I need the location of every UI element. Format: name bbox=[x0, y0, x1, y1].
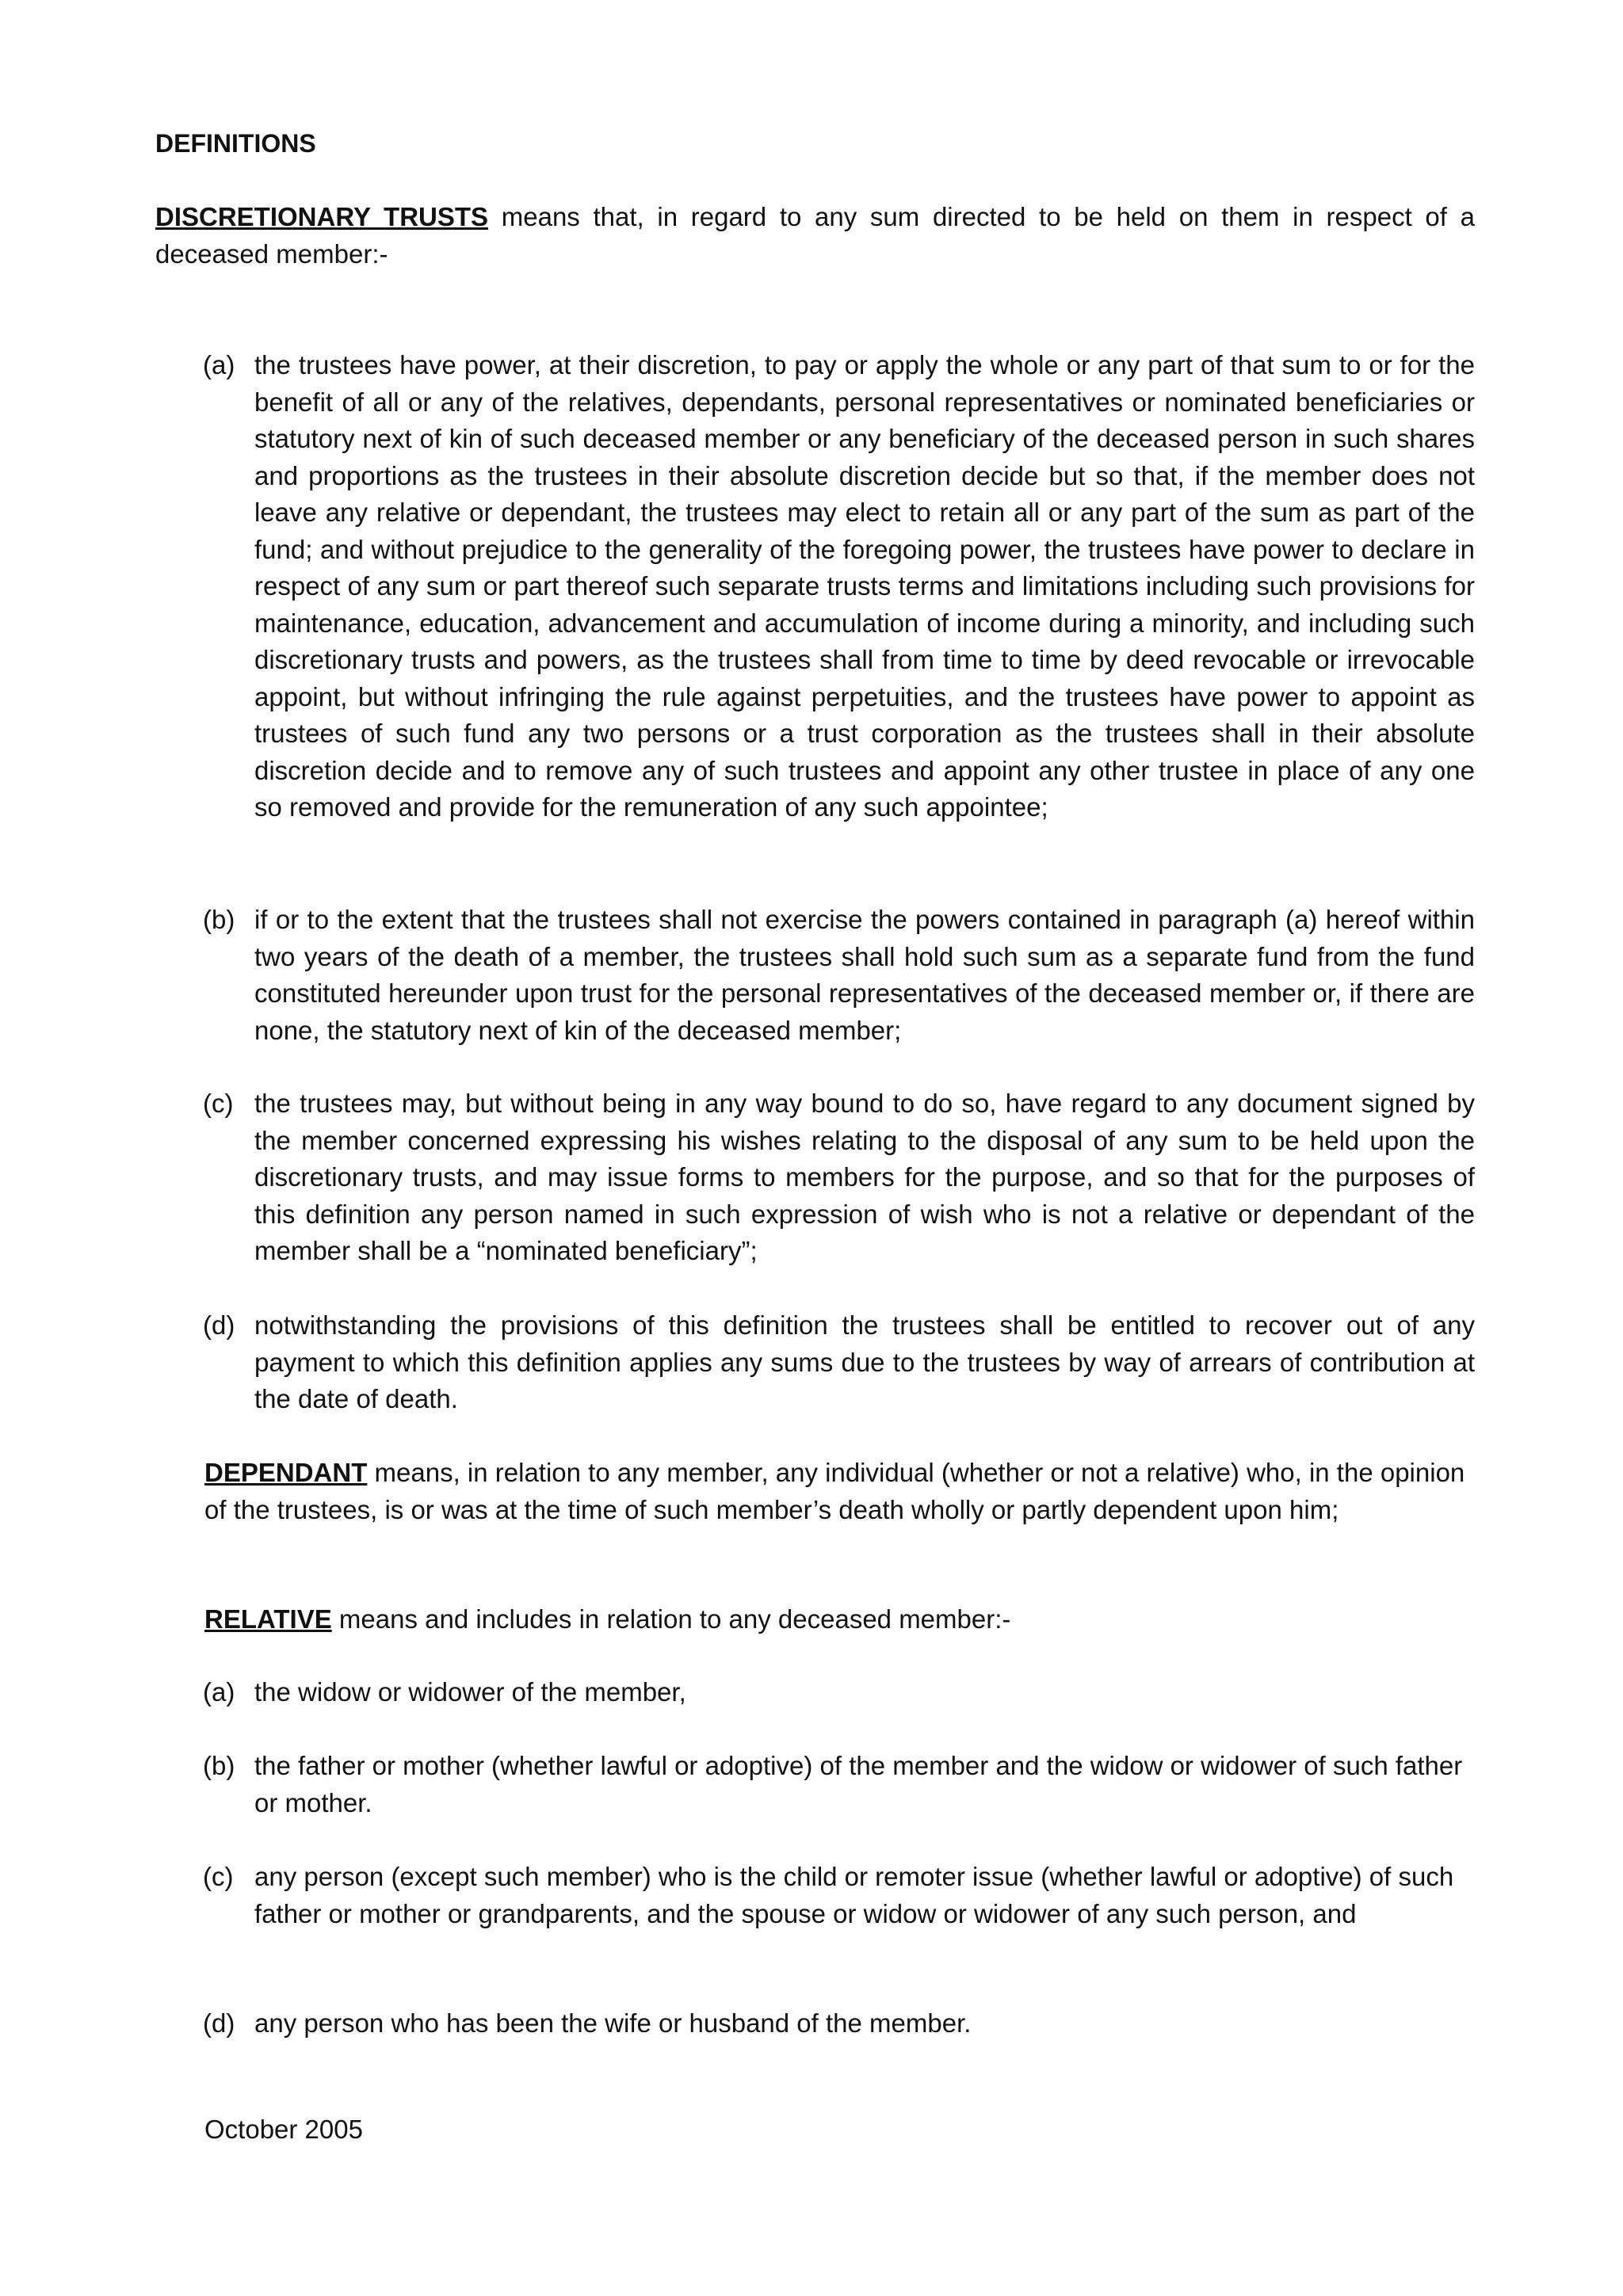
dependant-text: means, in relation to any member, any individual (whether or not a relative) who, in the opinion of the trustees, is or was at the time of such member’s death wholly or partly dependent upon him; bbox=[204, 1458, 1465, 1524]
discretionary-item-a bbox=[203, 347, 1475, 826]
item-marker: (d) bbox=[203, 1310, 235, 1340]
document-date: October 2005 bbox=[204, 2115, 363, 2144]
item-marker: (b) bbox=[203, 1751, 235, 1780]
item-marker: (d) bbox=[203, 2008, 235, 2038]
relative-item-b bbox=[203, 1748, 1475, 1821]
discretionary-item-b bbox=[203, 902, 1475, 1049]
discretionary-trusts-intro bbox=[155, 199, 1475, 273]
relative-item-d bbox=[203, 2005, 1475, 2042]
item-text: the trustees may, but without being in any way bound to do so, have regard to any document signed by the member concerned expressing his wishes relating to the disposal of any sum to be held upon the discretionary trusts, and may issue forms to members for the purpose, and so that for the purposes of this definition any person named in such expression of wish who is not a relative or dependant of the member shall be a “nominated beneficiary”; bbox=[254, 1089, 1475, 1265]
discretionary-trusts-intro-text: means that, in regard to any sum directed to be held on them in respect of a deceased member:- bbox=[155, 202, 1475, 269]
discretionary-item-d bbox=[203, 1307, 1475, 1418]
relative-item-a bbox=[203, 1674, 1475, 1711]
item-text: notwithstanding the provisions of this definition the trustees shall be entitled to recover out of any payment to which this definition applies any sums due to the trustees by way of arrears of contribution at the date of death. bbox=[254, 1310, 1475, 1413]
page-title: DEFINITIONS bbox=[155, 129, 316, 158]
discretionary-item-c bbox=[203, 1085, 1475, 1270]
item-marker: (a) bbox=[203, 1677, 235, 1707]
relative-term: RELATIVE bbox=[204, 1604, 332, 1634]
relative-item-c bbox=[203, 1859, 1475, 1932]
dependant-definition bbox=[204, 1455, 1480, 1528]
item-text: if or to the extent that the trustees shall not exercise the powers contained in paragraph (a) hereof within two years of the death of a member, the trustees shall hold such sum as a separate fund from the fund constituted hereunder upon trust for the personal representatives of the deceased member or, if there are none, the statutory next of kin of the deceased member; bbox=[254, 905, 1475, 1045]
relative-intro-text: means and includes in relation to any deceased member:- bbox=[331, 1604, 1011, 1634]
item-text: the widow or widower of the member, bbox=[254, 1677, 686, 1707]
item-marker: (c) bbox=[203, 1089, 234, 1118]
item-text: any person who has been the wife or husband of the member. bbox=[254, 2008, 972, 2038]
item-marker: (c) bbox=[203, 1862, 234, 1891]
item-text: any person (except such member) who is the child or remoter issue (whether lawful or adoptive) of such father or mother or grandparents, and the spouse or widow or widower of any such person, and bbox=[254, 1862, 1454, 1928]
item-marker: (a) bbox=[203, 350, 235, 379]
item-text: the father or mother (whether lawful or adoptive) of the member and the widow or widower of such father or mother. bbox=[254, 1751, 1463, 1817]
relative-intro bbox=[204, 1601, 1480, 1638]
discretionary-trusts-term: DISCRETIONARY TRUSTS bbox=[155, 202, 489, 231]
item-text: the trustees have power, at their discretion, to pay or apply the whole or any part of that sum to or for the benefit of all or any of the relatives, dependants, personal representatives or nominated beneficiaries or statutory next of kin of such deceased member or any beneficiary of the deceased person in such shares and proportions as the trustees in their absolute discretion decide but so that, if the member does not leave any relative or dependant, the trustees may elect to retain all or any part of the sum as part of the fund; and without prejudice to the generality of the foregoing power, the trustees have power to declare in respect of any sum or part thereof such separate trusts terms and limitations including such provisions for maintenance, education, advancement and accumulation of income during a minority, and including such discretionary trusts and powers, as the trustees shall from time to time by deed revocable or irrevocable appoint, but without infringing the rule against perpetuities, and the trustees have power to appoint as trustees of such fund any two persons or a trust corporation as the trustees shall in their absolute discretion decide and to remove any of such trustees and appoint any other trustee in place of any one so removed and provide for the remuneration of any such appointee; bbox=[254, 350, 1475, 822]
item-marker: (b) bbox=[203, 905, 235, 934]
dependant-term: DEPENDANT bbox=[204, 1458, 368, 1487]
